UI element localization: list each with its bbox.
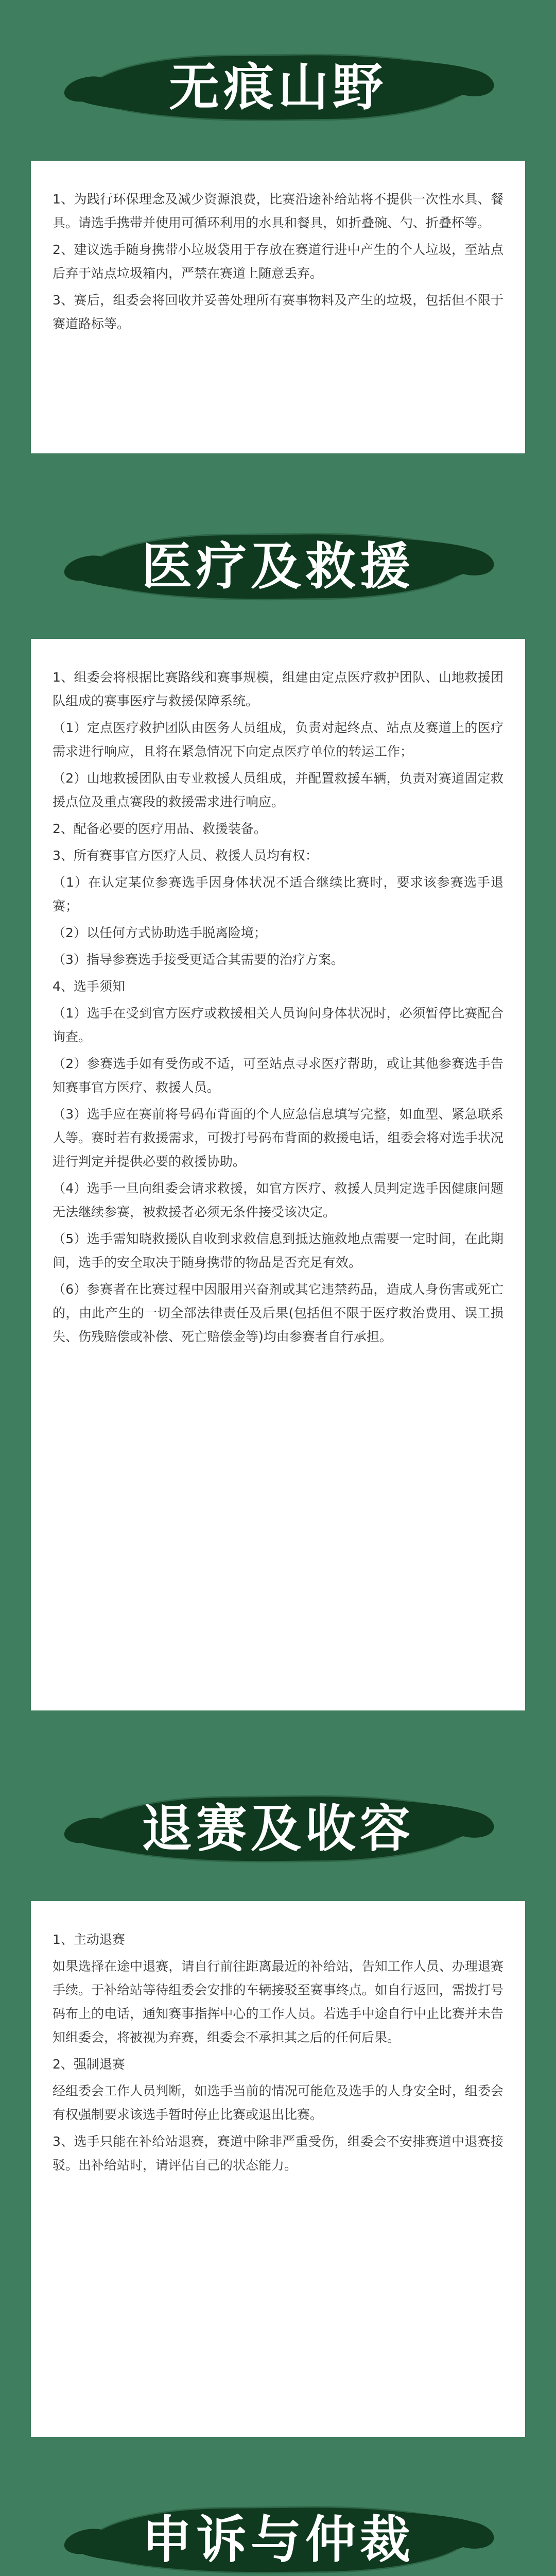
section-title: 申诉与仲裁 (141, 2511, 414, 2569)
paragraph: （3）选手应在赛前将号码布背面的个人应急信息填写完整，如血型、紧急联系人等。赛时若有救援需求，可拨打号码布背面的救援电话，组委会将对选手状况进行判定并提供必要的救援协助。 (53, 1107, 503, 1169)
paragraph: 1、组委会将根据比赛路线和赛事规模，组建由定点医疗救护团队、山地救援团队组成的赛事医疗与救援保障系统。 (53, 670, 503, 708)
paragraph: 3、所有赛事官方医疗人员、救援人员均有权： (53, 848, 318, 863)
paragraph: （6）参赛者在比赛过程中因服用兴奋剂或其它违禁药品，造成人身伤害或死亡的，由此产生的一切全部法律责任及后果(包括但不限于医疗救治费用、误工损失、伤残赔偿或补偿、死亡赔偿金等)均由参赛者自行承担。 (53, 1282, 503, 1344)
paragraph: 3、选手只能在补给站退赛，赛道中除非严重受伤，组委会不安排赛道中退赛接驳。出补给站时，请评估自己的状态能力。 (53, 2134, 503, 2173)
paragraph: （2）参赛选手如有受伤或不适，可至站点寻求医疗帮助，或让其他参赛选手告知赛事官方医疗、救援人员。 (53, 1056, 503, 1095)
paragraph: 2、建议选手随身携带小垃圾袋用于存放在赛道行进中产生的个人垃圾，至站点后弃于站点垃圾箱内，严禁在赛道上随意丢弃。 (53, 242, 503, 281)
paragraph: （2）山地救援团队由专业救援人员组成，并配置救援车辆，负责对赛道固定救援点位及重点赛段的救援需求进行响应。 (53, 771, 503, 809)
paragraph: 1、主动退赛 (53, 1932, 125, 1947)
paragraph: （5）选手需知晓救援队自收到求救信息到抵达施救地点需要一定时间，在此期间，选手的安全取决于随身携带的物品是否充足有效。 (53, 1231, 503, 1270)
paragraph: （1）选手在受到官方医疗或救援相关人员询问身体状况时，必须暂停比赛配合询查。 (53, 1006, 503, 1044)
section-header-withdrawal (31, 1788, 525, 1870)
section-card-withdrawal (31, 1901, 525, 2437)
paragraph: （2）以任何方式协助选手脱离险境； (53, 925, 267, 940)
paragraph: 3、赛后，组委会将回收并妥善处理所有赛事物料及产生的垃圾，包括但不限于赛道路标等。 (53, 293, 503, 331)
paragraph: 经组委会工作人员判断，如选手当前的情况可能危及选手的人身安全时，组委会有权强制要求该选手暂时停止比赛或退出比赛。 (53, 2083, 503, 2122)
paragraph: 4、选手须知 (53, 979, 125, 994)
section-card-no-trace (31, 161, 525, 453)
paragraph: （1）在认定某位参赛选手因身体状况不适合继续比赛时，要求该参赛选手退赛； (53, 875, 503, 913)
paragraph: （3）指导参赛选手接受更适合其需要的治疗方案。 (53, 952, 344, 967)
paragraph: 如果选择在途中退赛，请自行前往距离最近的补给站，告知工作人员、办理退赛手续。于补给站等待组委会安排的车辆接驳至赛事终点。如自行返回，需拨打号码布上的电话，通知赛事指挥中心的工作人员。若选手中途自行中止比赛并未告知组委会，将被视为弃赛，组委会不承担其之后的任何后果。 (53, 1959, 503, 2045)
section-title: 退赛及收容 (141, 1800, 414, 1858)
section-card-medical (31, 639, 525, 1710)
paragraph: （4）选手一旦向组委会请求救援，如官方医疗、救援人员判定选手因健康问题无法继续参赛，被救援者必须无条件接受该决定。 (53, 1181, 503, 1219)
section-header-medical (31, 526, 525, 608)
paragraph: 2、强制退赛 (53, 2057, 125, 2072)
section-title: 无痕山野 (168, 58, 387, 117)
paragraph: 2、配备必要的医疗用品、救援装备。 (53, 821, 267, 836)
paragraph: （1）定点医疗救护团队由医务人员组成，负责对起终点、站点及赛道上的医疗需求进行响应，且将在紧急情况下向定点医疗单位的转运工作； (53, 720, 503, 759)
section-header-no-trace (31, 46, 525, 129)
paragraph: 1、为践行环保理念及减少资源浪费，比赛沿途补给站将不提供一次性水具、餐具。请选手携带并使用可循环利用的水具和餐具，如折叠碗、勺、折叠杯等。 (53, 192, 503, 230)
section-title: 医疗及救援 (141, 537, 414, 596)
section-header-appeal (31, 2499, 525, 2576)
